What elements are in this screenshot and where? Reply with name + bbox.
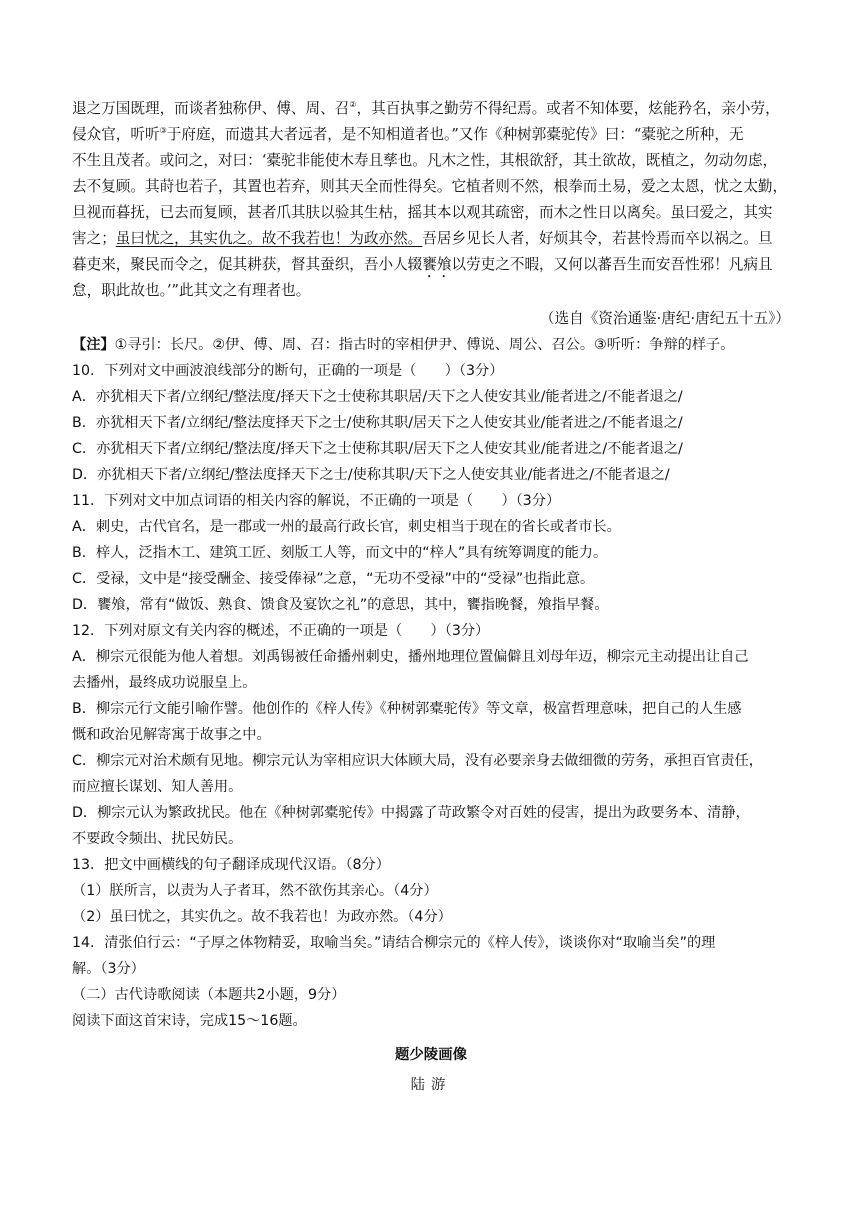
passage-line-4: 去不复顾。其莳也若子，其置也若弃，则其天全而性得矣。它植者则不然，根拳而土易，爱之太恩，忧之太勤， [72, 178, 788, 195]
section-heading: （二）古代诗歌阅读（本题共2小题，9分） [72, 987, 346, 1003]
question-stem: 12．下列对原文有关内容的概述，不正确的一项是（ ）（3分） [72, 623, 490, 639]
passage-line-1: 退之万国既理，而谈者独称伊、傅、周、召②，其百执事之勤劳不得纪焉。或者不知体要，炫能矜名，亲小劳， [72, 100, 780, 117]
passage-line-2: 侵众官，听听③于府庭，而遗其大者远者，是不知相道者也。”又作《种树郭橐驼传》曰：“橐驼之所种，无 [72, 126, 744, 143]
option-c: C．亦犹相天下者/立纲纪/整法度/择天下之士使称其职/居天下之人使安其业/能者进之/不能者退之/ [72, 441, 683, 457]
underlined-sentence: 虽曰忧之，其实仇之。故不我若也！为政亦然。 [115, 230, 423, 247]
footnote-mark-3: ③ [159, 126, 167, 136]
question-14 [72, 930, 790, 982]
question-stem: 11．下列对文中加点词语的相关内容的解说，不正确的一项是（ ）（3分） [72, 493, 561, 509]
sub-question-2: （2）虽曰忧之，其实仇之。故不我若也！为政亦然。（4分） [72, 909, 452, 925]
question-stem-line-1: 14．清张伯行云：“子厚之体物精妥，取喻当矣。”请结合柳宗元的《梓人传》，谈谈你对“取喻当矣”的理 [72, 935, 716, 951]
option-c: C．受禄，文中是“接受酬金、接受俸禄”之意，“无功不受禄”中的“受禄”也指此意。 [72, 571, 595, 587]
option-d: D．饔飧，常有“做饭、熟食、馈食及宴饮之礼”的意思，其中，饔指晚餐，飧指早餐。 [72, 597, 609, 613]
option-c-line-1: C．柳宗元对治术颇有见地。柳宗元认为宰相应识大体顾大局，没有必要亲身去做细微的劳务，承担百官责任， [72, 753, 763, 769]
passage-line-5: 旦视而暮抚，已去而复顾，甚者爪其肤以验其生枯，摇其本以观其疏密，而木之性日以离矣。虽曰爱之，其实 [72, 204, 773, 221]
option-b: B．亦犹相天下者/立纲纪/整法度择天下之士/使称其职/居天下之人使安其业/能者进之/不能者退之/ [72, 415, 683, 431]
poem-author: 陆游 [410, 1077, 452, 1093]
question-stem-line-2: 解。（3分） [72, 961, 145, 977]
source-citation: （选自《资治通鉴·唐纪·唐纪五十五》） [539, 310, 790, 327]
dotted-word: 饔 [422, 256, 437, 273]
passage-line-7: 暮吏来，聚民而令之，促其耕获，督其蚕织，吾小人辍饔飧以劳吏之不暇，又何以蕃吾生而安吾性邪！凡病且 [72, 256, 773, 273]
dotted-word-2: 飧 [436, 256, 452, 273]
option-a: A．刺史，古代官名，是一郡或一州的最高行政长官，刺史相当于现在的省长或者市长。 [72, 519, 621, 535]
note-label: 【注】 [72, 337, 115, 353]
question-11 [72, 488, 790, 618]
option-b: B．梓人，泛指木工、建筑工匠、刻版工人等，而文中的“梓人”具有统筹调度的能力。 [72, 545, 608, 561]
section-intro: 阅读下面这首宋诗，完成15～16题。 [72, 1013, 307, 1029]
question-stem: 10．下列对文中画波浪线部分的断句，正确的一项是（ ）（3分） [72, 363, 504, 379]
passage-line-3: 不生且茂者。或问之，对曰：‘橐驼非能使木寿且孳也。凡木之性，其根欲舒，其土欲故，既植之，勿动勿虑， [72, 152, 778, 169]
poem-title: 题少陵画像 [395, 1047, 467, 1063]
option-d-line-1: D．柳宗元认为繁政扰民。他在《种树郭橐驼传》中揭露了苛政繁令对百姓的侵害，提出为政要务本、清静， [72, 805, 750, 821]
note-text: ①寻引：长尺。②伊、傅、周、召：指古时的宰相伊尹、傅说、周公、召公。③听听：争辩的样子。 [114, 337, 735, 353]
question-12 [72, 618, 790, 852]
option-d-line-2: 不要政令频出、扰民妨民。 [72, 831, 243, 847]
option-a-line-1: A．柳宗元很能为他人着想。刘禹锡被任命播州刺史，播州地理位置偏僻且刘母年迈，柳宗元主动提出让自己 [72, 649, 749, 665]
question-stem: 13．把文中画横线的句子翻译成现代汉语。（8分） [72, 857, 390, 873]
question-13 [72, 852, 790, 930]
option-c-line-2: 而应擅长谋划、知人善用。 [72, 779, 243, 795]
annotation-note [72, 332, 790, 358]
option-b-line-2: 慨和政治见解寄寓于故事之中。 [72, 727, 271, 743]
option-b-line-1: B．柳宗元行文能引喻作譬。他创作的《梓人传》《种树郭橐驼传》等文章，极富哲理意味，把自己的人生感 [72, 701, 742, 717]
sub-question-1: （1）朕所言，以责为人子者耳，然不欲伤其亲心。（4分） [72, 883, 438, 899]
passage-line-6: 害之；虽曰忧之，其实仇之。故不我若也！为政亦然。吾居乡见长人者，好烦其令，若甚怜焉而卒以祸之。旦 [72, 230, 773, 247]
passage-line-8: 怠，职此故也。’”此其文之有理者也。 [72, 282, 311, 299]
passage [72, 96, 790, 304]
option-a-line-2: 去播州，最终成功说服皇上。 [72, 675, 257, 691]
option-a: A．亦犹相天下者/立纲纪/整法度/择天下之士使称其职居/天下之人使安其业/能者进之/不能者退之/ [72, 389, 683, 405]
footnote-mark-2: ② [349, 100, 357, 110]
section-2 [72, 982, 790, 1098]
document-page [72, 96, 790, 1098]
option-d: D．亦犹相天下者/立纲纪/整法度择天下之士/使称其职/天下之人使安其业/能者进之/不能者退之/ [72, 467, 670, 483]
question-10 [72, 358, 790, 488]
